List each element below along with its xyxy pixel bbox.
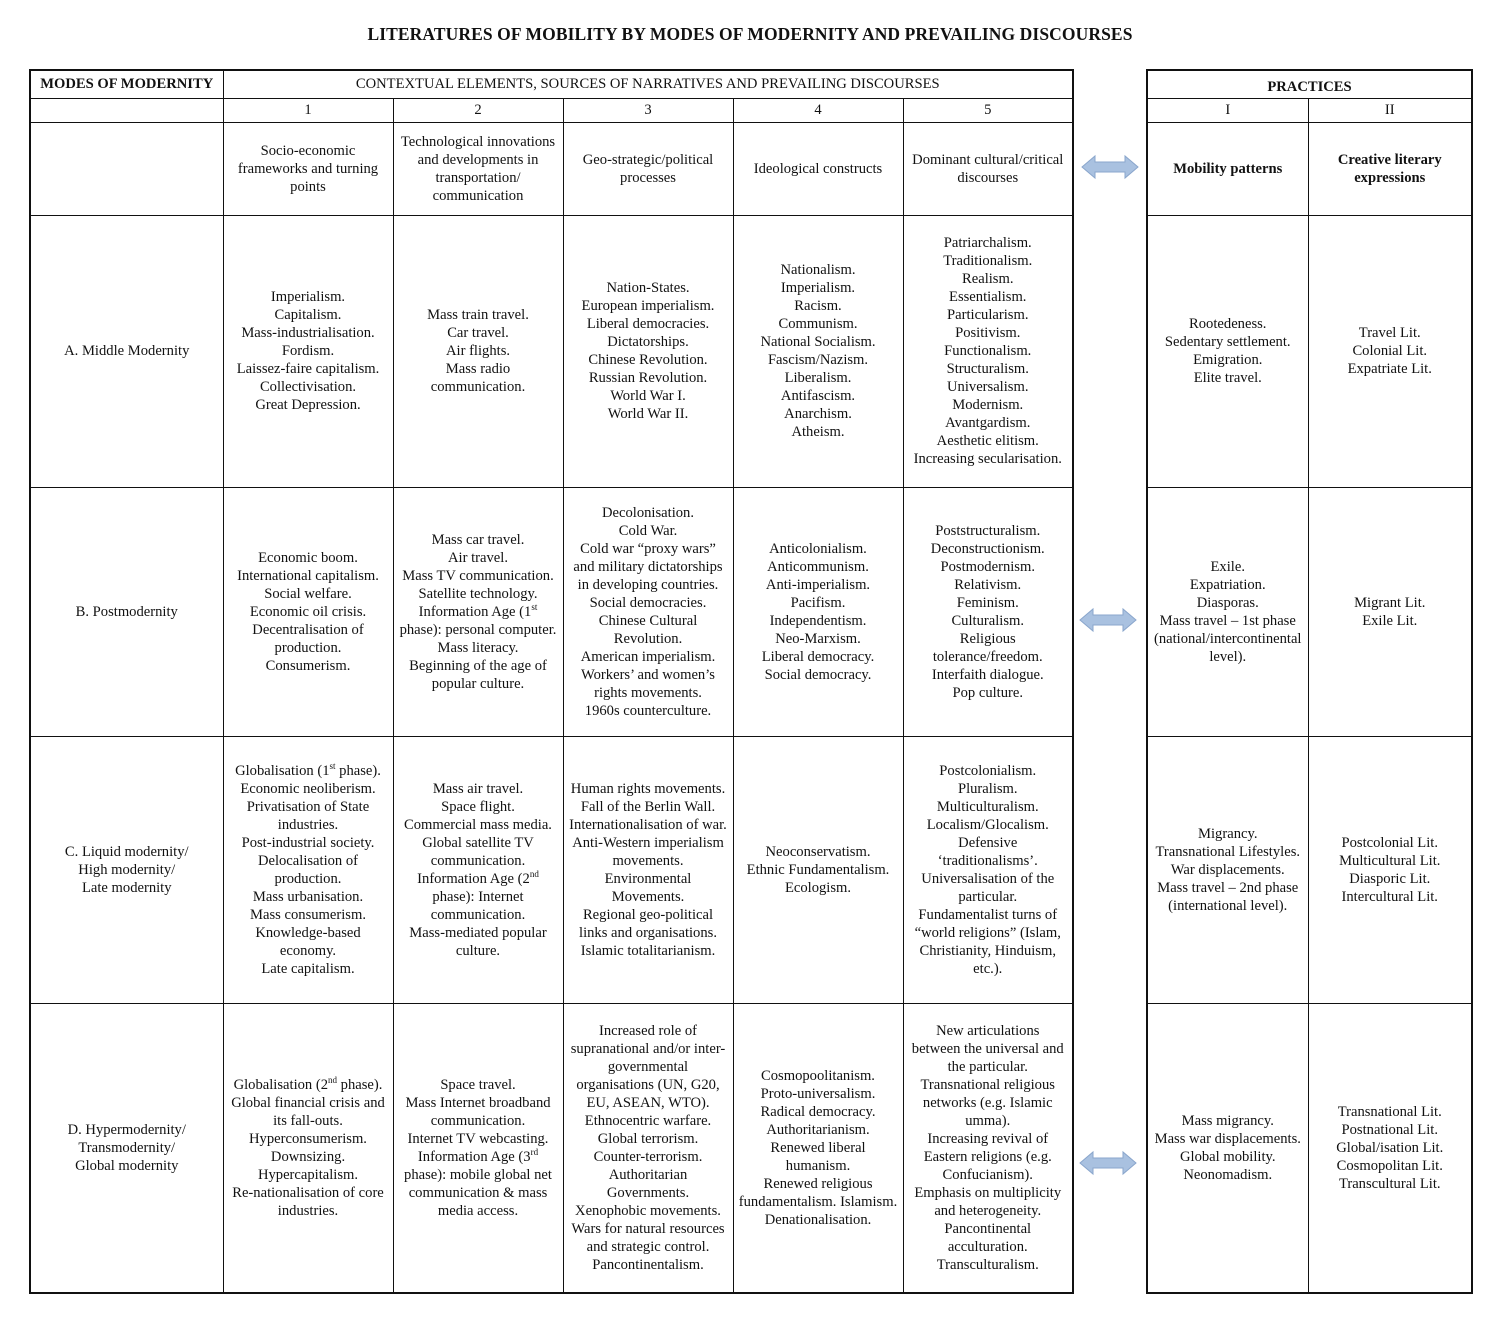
table-row (30, 1003, 1073, 1293)
blank-cell (30, 122, 223, 215)
column-number-4: 4 (733, 98, 903, 122)
table-cell: Globalisation (1st phase). Economic neoliberism. Privatisation of State industries. Post-industrial society. Delocalisation of production. Mass urbanisation. Mass consumerism. Knowledge-based economy. Late capitalism. (223, 736, 393, 1003)
table-cell: Rootedeness. Sedentary settlement. Emigration. Elite travel. (1147, 215, 1308, 487)
table-cell: Neoconservatism. Ethnic Fundamentalism. Ecologism. (733, 736, 903, 1003)
column-number-I: I (1147, 98, 1308, 122)
table-cell: Cosmopoolitanism. Proto-universalism. Radical democracy. Authoritarianism. Renewed liberal humanism. Renewed religious fundamentalism. Islamism. Denationalisation. (733, 1003, 903, 1293)
table-row (1147, 215, 1472, 487)
column-number-1: 1 (223, 98, 393, 122)
table-cell: Transnational Lit. Postnational Lit. Global/isation Lit. Cosmopolitan Lit. Transcultural Lit. (1308, 1003, 1472, 1293)
table-row (1147, 487, 1472, 736)
table-cell: Travel Lit. Colonial Lit. Expatriate Lit. (1308, 215, 1472, 487)
column-header-mobility-patterns: Mobility patterns (1147, 122, 1308, 215)
mode-label: C. Liquid modernity/ High modernity/ Late modernity (30, 736, 223, 1003)
table-cell: Postcolonial Lit. Multicultural Lit. Diasporic Lit. Intercultural Lit. (1308, 736, 1472, 1003)
table-cell: Migrancy. Transnational Lifestyles. War displacements. Mass travel – 2nd phase (international level). (1147, 736, 1308, 1003)
column-number-2: 2 (393, 98, 563, 122)
table-cell: Patriarchalism. Traditionalism. Realism. Essentialism. Particularism. Positivism. Functionalism. Structuralism. Universalism. Modernism. Avantgardism. Aesthetic elitism. Increasing secularisation. (903, 215, 1073, 487)
double-arrow-icon (1080, 154, 1140, 180)
table-row (30, 215, 1073, 487)
practices-table (1146, 69, 1473, 1294)
column-header-technological: Technological innovations and developments in transportation/ communication (393, 122, 563, 215)
column-header-geo-strategic: Geo-strategic/political processes (563, 122, 733, 215)
column-header-socio-economic: Socio-economic frameworks and turning points (223, 122, 393, 215)
table-cell: Poststructuralism. Deconstructionism. Postmodernism. Relativism. Feminism. Culturalism. Religious tolerance/freedom. Interfaith dialogue. Pop culture. (903, 487, 1073, 736)
column-header-cultural: Dominant cultural/critical discourses (903, 122, 1073, 215)
table-cell: Anticolonialism. Anticommunism. Anti-imperialism. Pacifism. Independentism. Neo-Marxism. Liberal democracy. Social democracy. (733, 487, 903, 736)
double-arrow-icon (1078, 1150, 1138, 1176)
table-row (1147, 736, 1472, 1003)
table-cell: Postcolonialism. Pluralism. Multiculturalism. Localism/Glocalism. Defensive ‘traditionalisms’. Universalisation of the particular. Fundamentalist turns of “world religions” (Islam, Christianity, Hinduism, etc.). (903, 736, 1073, 1003)
column-number-II: II (1308, 98, 1472, 122)
table-cell: Increased role of supranational and/or inter- governmental organisations (UN, G20, EU, ASEAN, WTO). Ethnocentric warfare. Global terrorism. Counter-terrorism. Authoritarian Governments. Xenophobic movements. Wars for natural resources and strategic control. Pancontinentalism. (563, 1003, 733, 1293)
column-header-literary-expressions: Creative literary expressions (1308, 122, 1472, 215)
table-cell: Nationalism. Imperialism. Racism. Communism. National Socialism. Fascism/Nazism. Liberalism. Antifascism. Anarchism. Atheism. (733, 215, 903, 487)
column-number-3: 3 (563, 98, 733, 122)
table-cell: Mass car travel. Air travel. Mass TV communication. Satellite technology. Information Age (1st phase): personal computer. Mass literacy. Beginning of the age of popular culture. (393, 487, 563, 736)
column-header-ideological: Ideological constructs (733, 122, 903, 215)
table-cell: Migrant Lit. Exile Lit. (1308, 487, 1472, 736)
blank-cell (30, 98, 223, 122)
table-cell: Space travel. Mass Internet broadband communication. Internet TV webcasting. Information Age (3rd phase): mobile global net communication & mass media access. (393, 1003, 563, 1293)
page-title: LITERATURES OF MOBILITY BY MODES OF MODERNITY AND PREVAILING DISCOURSES (367, 24, 1133, 44)
column-number-5: 5 (903, 98, 1073, 122)
table-cell: Nation-States. European imperialism. Liberal democracies. Dictatorships. Chinese Revolution. Russian Revolution. World War I. World War II. (563, 215, 733, 487)
modes-of-modernity-header: MODES OF MODERNITY (30, 70, 223, 98)
table-row (30, 736, 1073, 1003)
table-cell: New articulations between the universal and the particular. Transnational religious networks (e.g. Islamic umma). Increasing revival of Eastern religions (e.g. Confucianism). Emphasis on multiplicity and heterogeneity. Pancontinental acculturation. Transculturalism. (903, 1003, 1073, 1293)
table-cell: Mass migrancy. Mass war displacements. Global mobility. Neonomadism. (1147, 1003, 1308, 1293)
table-cell: Globalisation (2nd phase). Global financial crisis and its fall-outs. Hyperconsumerism. Downsizing. Hypercapitalism. Re-nationalisation of core industries. (223, 1003, 393, 1293)
table-cell: Economic boom. International capitalism. Social welfare. Economic oil crisis. Decentralisation of production. Consumerism. (223, 487, 393, 736)
table-cell: Human rights movements. Fall of the Berlin Wall. Internationalisation of war. Anti-Western imperialism movements. Environmental Movements. Regional geo-political links and organisations. Islamic totalitarianism. (563, 736, 733, 1003)
mode-label: D. Hypermodernity/ Transmodernity/ Global modernity (30, 1003, 223, 1293)
mode-label: A. Middle Modernity (30, 215, 223, 487)
mode-label: B. Postmodernity (30, 487, 223, 736)
table-cell: Decolonisation. Cold War. Cold war “proxy wars” and military dictatorships in developing countries. Social democracies. Chinese Cultural Revolution. American imperialism. Workers’ and women’s rights movements. 1960s counterculture. (563, 487, 733, 736)
table-cell: Mass air travel. Space flight. Commercial mass media. Global satellite TV communication. Information Age (2nd phase): Internet communication. Mass-mediated popular culture. (393, 736, 563, 1003)
table-cell: Exile. Expatriation. Diasporas. Mass travel – 1st phase (national/intercontinental level). (1147, 487, 1308, 736)
table-cell: Imperialism. Capitalism. Mass-industrialisation. Fordism. Laissez-faire capitalism. Collectivisation. Great Depression. (223, 215, 393, 487)
table-row (30, 487, 1073, 736)
double-arrow-icon (1078, 607, 1138, 633)
contextual-elements-table (29, 69, 1074, 1294)
practices-header: PRACTICES (1147, 70, 1472, 98)
table-cell: Mass train travel. Car travel. Air flights. Mass radio communication. (393, 215, 563, 487)
table-row (1147, 1003, 1472, 1293)
contextual-elements-header: CONTEXTUAL ELEMENTS, SOURCES OF NARRATIVES AND PREVAILING DISCOURSES (223, 70, 1073, 98)
